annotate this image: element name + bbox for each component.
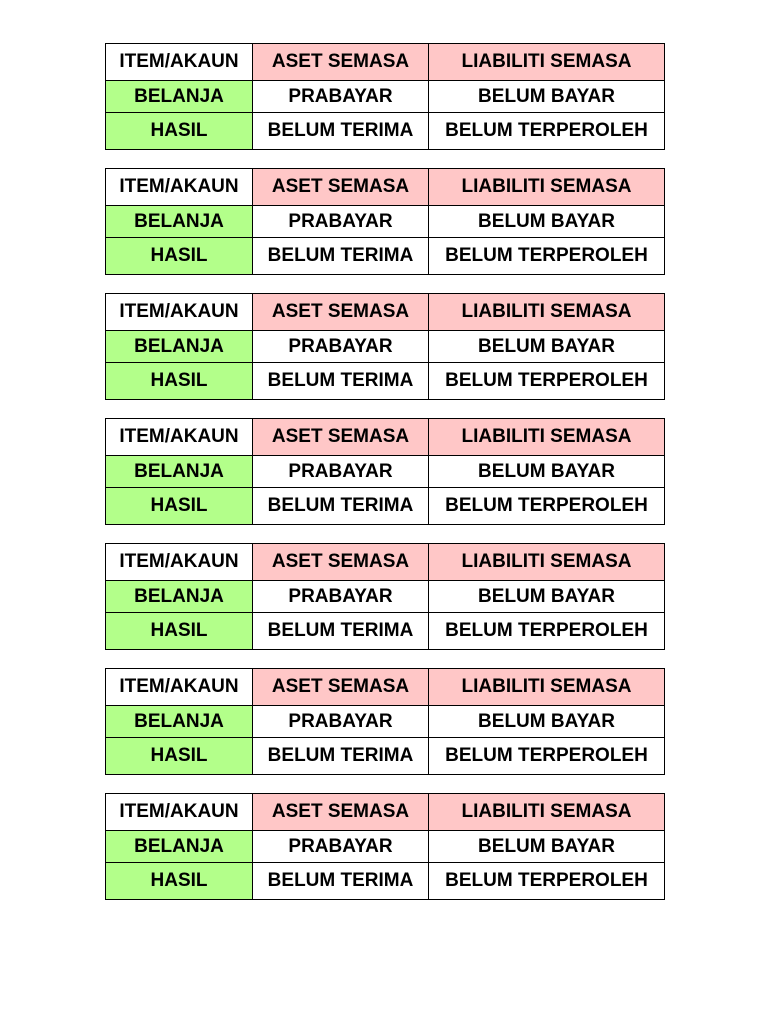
header-aset-semasa: ASET SEMASA: [253, 544, 429, 581]
row-label-belanja: BELANJA: [106, 331, 253, 363]
row-label-hasil: HASIL: [106, 238, 253, 275]
cell-belum-bayar: BELUM BAYAR: [429, 81, 665, 113]
table-row: [106, 363, 665, 400]
cell-prabayar: PRABAYAR: [253, 81, 429, 113]
table-row: [106, 831, 665, 863]
header-aset-semasa: ASET SEMASA: [253, 294, 429, 331]
table-header-row: [106, 44, 665, 81]
cell-belum-bayar: BELUM BAYAR: [429, 331, 665, 363]
header-item-akaun: ITEM/AKAUN: [106, 794, 253, 831]
row-label-belanja: BELANJA: [106, 706, 253, 738]
cell-belum-terima: BELUM TERIMA: [253, 738, 429, 775]
cell-belum-bayar: BELUM BAYAR: [429, 831, 665, 863]
row-label-hasil: HASIL: [106, 363, 253, 400]
cell-belum-bayar: BELUM BAYAR: [429, 456, 665, 488]
header-liabiliti-semasa: LIABILITI SEMASA: [429, 794, 665, 831]
cell-prabayar: PRABAYAR: [253, 206, 429, 238]
cell-belum-terima: BELUM TERIMA: [253, 488, 429, 525]
cell-belum-terperoleh: BELUM TERPEROLEH: [429, 488, 665, 525]
header-aset-semasa: ASET SEMASA: [253, 794, 429, 831]
table-header-row: [106, 544, 665, 581]
table-row: [106, 863, 665, 900]
table-row: [106, 706, 665, 738]
cell-belum-terima: BELUM TERIMA: [253, 613, 429, 650]
header-item-akaun: ITEM/AKAUN: [106, 44, 253, 81]
row-label-belanja: BELANJA: [106, 581, 253, 613]
cell-prabayar: PRABAYAR: [253, 706, 429, 738]
header-aset-semasa: ASET SEMASA: [253, 669, 429, 706]
table-row: [106, 738, 665, 775]
header-liabiliti-semasa: LIABILITI SEMASA: [429, 419, 665, 456]
header-item-akaun: ITEM/AKAUN: [106, 544, 253, 581]
ledger-table: [105, 43, 665, 150]
cell-belum-terima: BELUM TERIMA: [253, 238, 429, 275]
table-row: [106, 206, 665, 238]
header-liabiliti-semasa: LIABILITI SEMASA: [429, 544, 665, 581]
ledger-table: [105, 668, 665, 775]
table-header-row: [106, 169, 665, 206]
header-item-akaun: ITEM/AKAUN: [106, 294, 253, 331]
ledger-table: [105, 543, 665, 650]
table-header-row: [106, 419, 665, 456]
cell-belum-terperoleh: BELUM TERPEROLEH: [429, 363, 665, 400]
table-row: [106, 488, 665, 525]
header-item-akaun: ITEM/AKAUN: [106, 669, 253, 706]
header-aset-semasa: ASET SEMASA: [253, 44, 429, 81]
cell-belum-terperoleh: BELUM TERPEROLEH: [429, 863, 665, 900]
table-row: [106, 581, 665, 613]
cell-belum-bayar: BELUM BAYAR: [429, 581, 665, 613]
table-header-row: [106, 294, 665, 331]
cell-belum-terima: BELUM TERIMA: [253, 113, 429, 150]
ledger-table: [105, 168, 665, 275]
row-label-hasil: HASIL: [106, 113, 253, 150]
cell-belum-bayar: BELUM BAYAR: [429, 706, 665, 738]
table-row: [106, 113, 665, 150]
header-aset-semasa: ASET SEMASA: [253, 419, 429, 456]
row-label-hasil: HASIL: [106, 863, 253, 900]
table-row: [106, 238, 665, 275]
cell-belum-bayar: BELUM BAYAR: [429, 206, 665, 238]
cell-prabayar: PRABAYAR: [253, 581, 429, 613]
row-label-hasil: HASIL: [106, 613, 253, 650]
cell-prabayar: PRABAYAR: [253, 456, 429, 488]
header-item-akaun: ITEM/AKAUN: [106, 419, 253, 456]
ledger-table: [105, 793, 665, 900]
header-item-akaun: ITEM/AKAUN: [106, 169, 253, 206]
table-row: [106, 331, 665, 363]
header-liabiliti-semasa: LIABILITI SEMASA: [429, 169, 665, 206]
row-label-belanja: BELANJA: [106, 456, 253, 488]
header-liabiliti-semasa: LIABILITI SEMASA: [429, 669, 665, 706]
cell-belum-terperoleh: BELUM TERPEROLEH: [429, 613, 665, 650]
header-aset-semasa: ASET SEMASA: [253, 169, 429, 206]
row-label-hasil: HASIL: [106, 488, 253, 525]
cell-belum-terima: BELUM TERIMA: [253, 863, 429, 900]
table-row: [106, 456, 665, 488]
row-label-belanja: BELANJA: [106, 831, 253, 863]
cell-belum-terperoleh: BELUM TERPEROLEH: [429, 113, 665, 150]
row-label-belanja: BELANJA: [106, 206, 253, 238]
table-row: [106, 613, 665, 650]
row-label-belanja: BELANJA: [106, 81, 253, 113]
cell-belum-terima: BELUM TERIMA: [253, 363, 429, 400]
cell-belum-terperoleh: BELUM TERPEROLEH: [429, 738, 665, 775]
header-liabiliti-semasa: LIABILITI SEMASA: [429, 294, 665, 331]
cell-belum-terperoleh: BELUM TERPEROLEH: [429, 238, 665, 275]
cell-prabayar: PRABAYAR: [253, 831, 429, 863]
table-header-row: [106, 794, 665, 831]
cell-prabayar: PRABAYAR: [253, 331, 429, 363]
ledger-table: [105, 418, 665, 525]
table-header-row: [106, 669, 665, 706]
row-label-hasil: HASIL: [106, 738, 253, 775]
tables-container: [105, 43, 664, 918]
ledger-table: [105, 293, 665, 400]
table-row: [106, 81, 665, 113]
header-liabiliti-semasa: LIABILITI SEMASA: [429, 44, 665, 81]
